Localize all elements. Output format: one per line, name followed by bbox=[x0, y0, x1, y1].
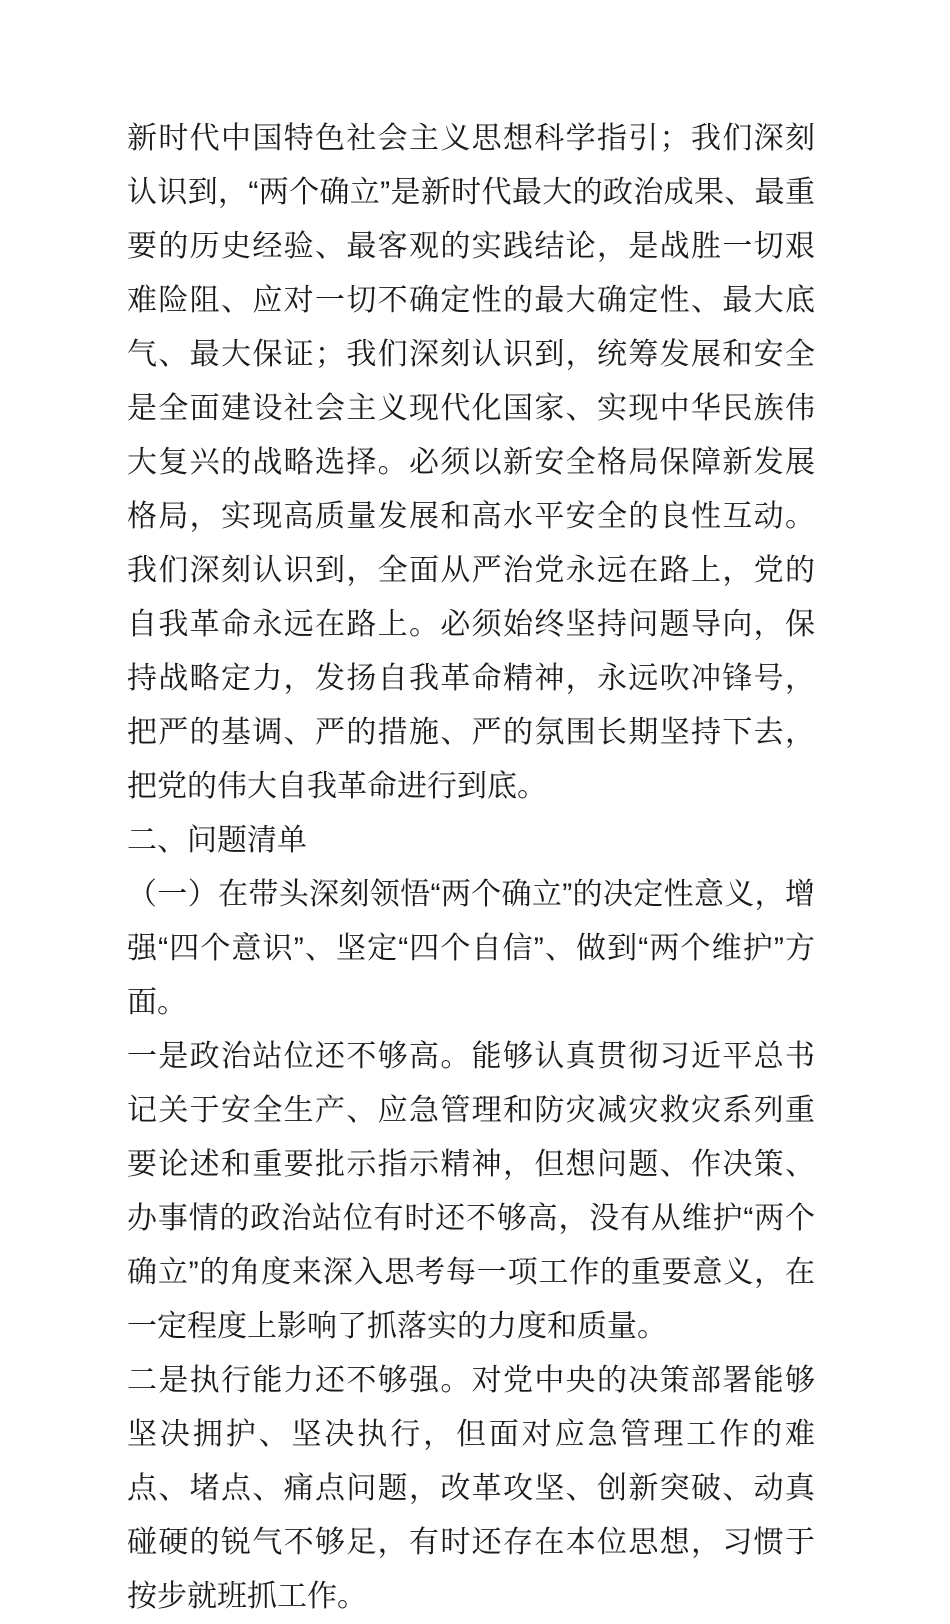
problem-item-two: 二是执行能力还不够强。对党中央的决策部署能够坚决拥护、坚决执行，但面对应急管理工作的难点、堵点、痛点问题，改革攻坚、创新突破、动真碰硬的锐气不够足，有时还存在本位思想，习惯于按步就班抓工作。 bbox=[127, 1364, 815, 1613]
continuation-paragraph: 新时代中国特色社会主义思想科学指引；我们深刻认识到，“两个确立”是新时代最大的政治成果、最重要的历史经验、最客观的实践结论，是战胜一切艰难险阻、应对一切不确定性的最大确定性、最大底气、最大保证；我们深刻认识到，统筹发展和安全是全面建设社会主义现代化国家、实现中华民族伟大复兴的战略选择。必须以新安全格局保障新发展格局，实现高质量发展和高水平安全的良性互动。我们深刻认识到，全面从严治党永远在路上，党的自我革命永远在路上。必须始终坚持问题导向，保持战略定力，发扬自我革命精神，永远吹冲锋号，把严的基调、严的措施、严的氛围长期坚持下去，把党的伟大自我革命进行到底。 bbox=[127, 122, 815, 803]
problem-item-one: 一是政治站位还不够高。能够认真贯彻习近平总书记关于安全生产、应急管理和防灾减灾救灾系列重要论述和重要批示指示精神，但想问题、作决策、办事情的政治站位有时还不够高，没有从维护“两个确立”的角度来深入思考每一项工作的重要意义，在一定程度上影响了抓落实的力度和质量。 bbox=[127, 1040, 815, 1343]
section-heading-problem-list: 二、问题清单 bbox=[127, 824, 307, 857]
document-text-body bbox=[127, 112, 815, 1624]
subsection-heading-one: （一）在带头深刻领悟“两个确立”的决定性意义，增强“四个意识”、坚定“四个自信”、做到“两个维护”方面。 bbox=[127, 878, 815, 1019]
